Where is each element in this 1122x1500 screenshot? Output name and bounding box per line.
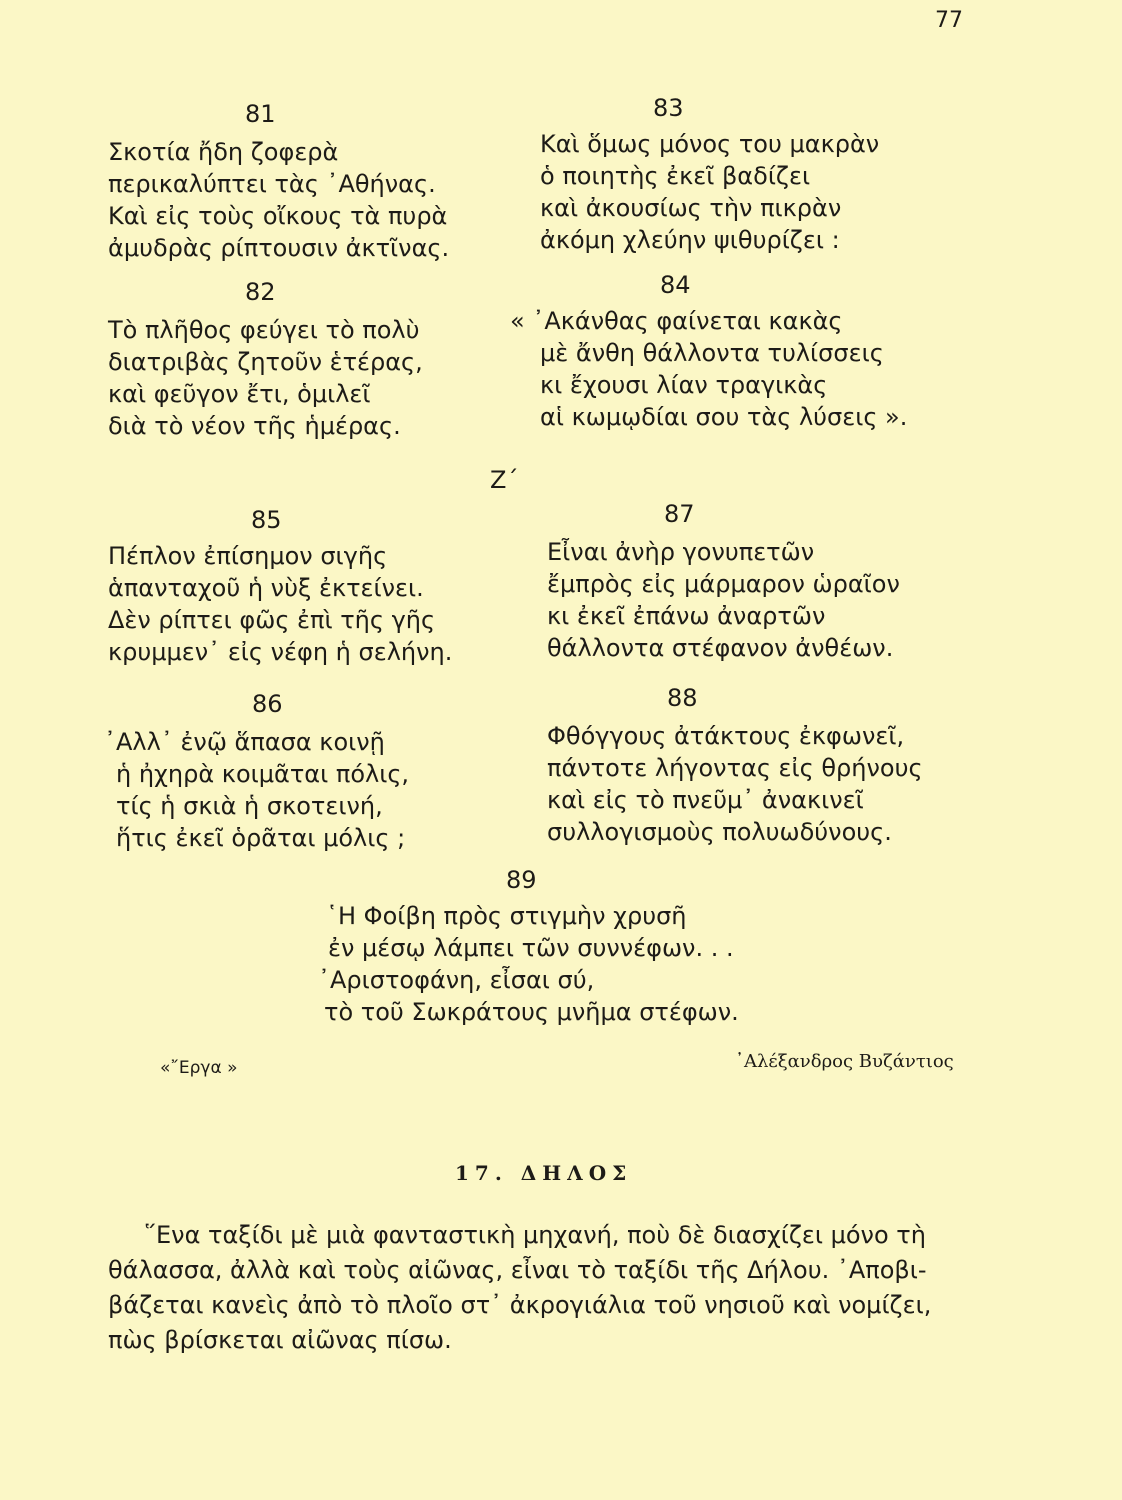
verse-line: Εἶναι ἀνὴρ γονυπετῶν	[547, 538, 815, 566]
verse-line: Δὲν ρίπτει φῶς ἐπὶ τῆς γῆς	[108, 606, 436, 634]
verse-line: θάλλοντα στέφανον ἀνθέων.	[547, 634, 894, 662]
prose-paragraph	[108, 1218, 988, 1358]
prose-line: ῞Ενα ταξίδι μὲ μιὰ φανταστικὴ μηχανή, ποὺ δὲ διασχίζει μόνο τὴ	[144, 1221, 926, 1249]
stanza-85	[108, 506, 453, 668]
prose-line: πὼς βρίσκεται αἰῶνας πίσω.	[108, 1326, 452, 1354]
verse-line: τὸ τοῦ Σωκράτους μνῆμα στέφων.	[324, 998, 739, 1026]
verse-line: ἁπανταχοῦ ἡ νὺξ ἐκτείνει.	[108, 574, 424, 602]
verse-line: κι ἐκεῖ ἐπάνω ἀναρτῶν	[547, 602, 826, 630]
stanza-81	[108, 100, 450, 264]
section-heading: Ζ΄	[490, 466, 519, 494]
page-number: 77	[935, 8, 963, 33]
verse-line: Τὸ πλῆθος φεύγει τὸ πολὺ	[108, 316, 420, 344]
verse-line: ᾿Αριστοφάνη, εἶσαι σύ,	[318, 966, 595, 994]
verse-line: ἐν μέσῳ λάμπει τῶν συννέφων. . .	[328, 934, 734, 962]
stanza-88	[547, 684, 923, 848]
prose-line: βάζεται κανεὶς ἀπὸ τὸ πλοῖο στ᾿ ἀκρογιάλια τοῦ νησιοῦ καὶ νομίζει,	[108, 1291, 932, 1319]
stanza-83	[540, 94, 880, 256]
verse-line: τίς ἡ σκιὰ ἡ σκοτεινή,	[116, 792, 383, 820]
stanza-number: 85	[251, 506, 282, 534]
verse-line: διατριβὰς ζητοῦν ἑτέρας,	[108, 348, 423, 376]
verse-line: περικαλύπτει τὰς ᾿Αθήνας.	[108, 170, 436, 198]
verse-line: Φθόγγους ἀτάκτους ἐκφωνεῖ,	[547, 722, 905, 750]
verse-line: Καὶ ὅμως μόνος του μακρὰν	[540, 130, 880, 158]
stanza-number: 82	[245, 278, 276, 306]
verse-line: « ᾿Ακάνθας φαίνεται κακὰς	[510, 307, 843, 335]
verse-line: καὶ φεῦγον ἔτι, ὁμιλεῖ	[108, 380, 371, 408]
verse-line: ἔμπρὸς εἰς μάρμαρον ὡραῖον	[547, 570, 900, 598]
stanza-number: 88	[667, 684, 698, 712]
author-name: ᾿Αλέξανδρος Βυζάντιος	[735, 1051, 954, 1072]
verse-line: Πέπλον ἐπίσημον σιγῆς	[108, 542, 388, 570]
stanza-86	[104, 690, 410, 854]
verse-line: κρυμμεν᾿ εἰς νέφη ἡ σελήνη.	[108, 638, 453, 666]
verse-line: ἡ ἠχηρὰ κοιμᾶται πόλις,	[116, 760, 410, 788]
verse-line: καὶ εἰς τὸ πνεῦμ᾿ ἀνακινεῖ	[547, 786, 864, 814]
source-citation: «῎Εργα »	[160, 1058, 238, 1078]
chapter-title: 17. ΔΗΛΟΣ	[455, 1161, 633, 1185]
stanza-number: 86	[252, 690, 283, 718]
verse-line: Σκοτία ἤδη ζοφερὰ	[108, 138, 339, 166]
verse-line: κι ἔχουσι λίαν τραγικὰς	[540, 371, 828, 399]
stanza-number: 84	[660, 271, 691, 299]
verse-line: ᾿Αλλ᾿ ἐνῷ ἅπασα κοινῇ	[104, 728, 385, 756]
verse-line: καὶ ἀκουσίως τὴν πικρὰν	[540, 194, 842, 222]
stanza-84	[510, 271, 908, 433]
verse-line: διὰ τὸ νέον τῆς ἡμέρας.	[108, 412, 401, 440]
verse-line: ὁ ποιητὴς ἐκεῖ βαδίζει	[540, 162, 811, 190]
stanza-82	[108, 278, 423, 442]
verse-line: ἀκόμη χλεύην ψιθυρίζει :	[540, 226, 840, 254]
verse-line: αἱ κωμῳδίαι σου τὰς λύσεις ».	[540, 403, 908, 431]
stanza-number: 81	[245, 100, 276, 128]
verse-line: πάντοτε λήγοντας εἰς θρήνους	[547, 754, 923, 782]
stanza-number: 89	[506, 866, 537, 894]
verse-line: συλλογισμοὺς πολυωδύνους.	[547, 818, 892, 846]
prose-line: θάλασσα, ἀλλὰ καὶ τοὺς αἰῶνας, εἶναι τὸ ταξίδι τῆς Δήλου. ᾿Αποβι-	[108, 1256, 927, 1284]
stanza-number: 87	[664, 500, 695, 528]
verse-line: ἀμυδρὰς ρίπτουσιν ἀκτῖνας.	[108, 234, 450, 262]
stanza-89	[318, 866, 739, 1028]
verse-line: Καὶ εἰς τοὺς οἴκους τὰ πυρὰ	[108, 202, 448, 230]
verse-line: ῾Η Φοίβη πρὸς στιγμὴν χρυσῆ	[326, 902, 687, 930]
stanza-87	[547, 500, 900, 664]
verse-line: ἥτις ἐκεῖ ὁρᾶται μόλις ;	[116, 824, 406, 852]
stanza-number: 83	[653, 94, 684, 122]
verse-line: μὲ ἄνθη θάλλοντα τυλίσσεις	[540, 339, 884, 367]
